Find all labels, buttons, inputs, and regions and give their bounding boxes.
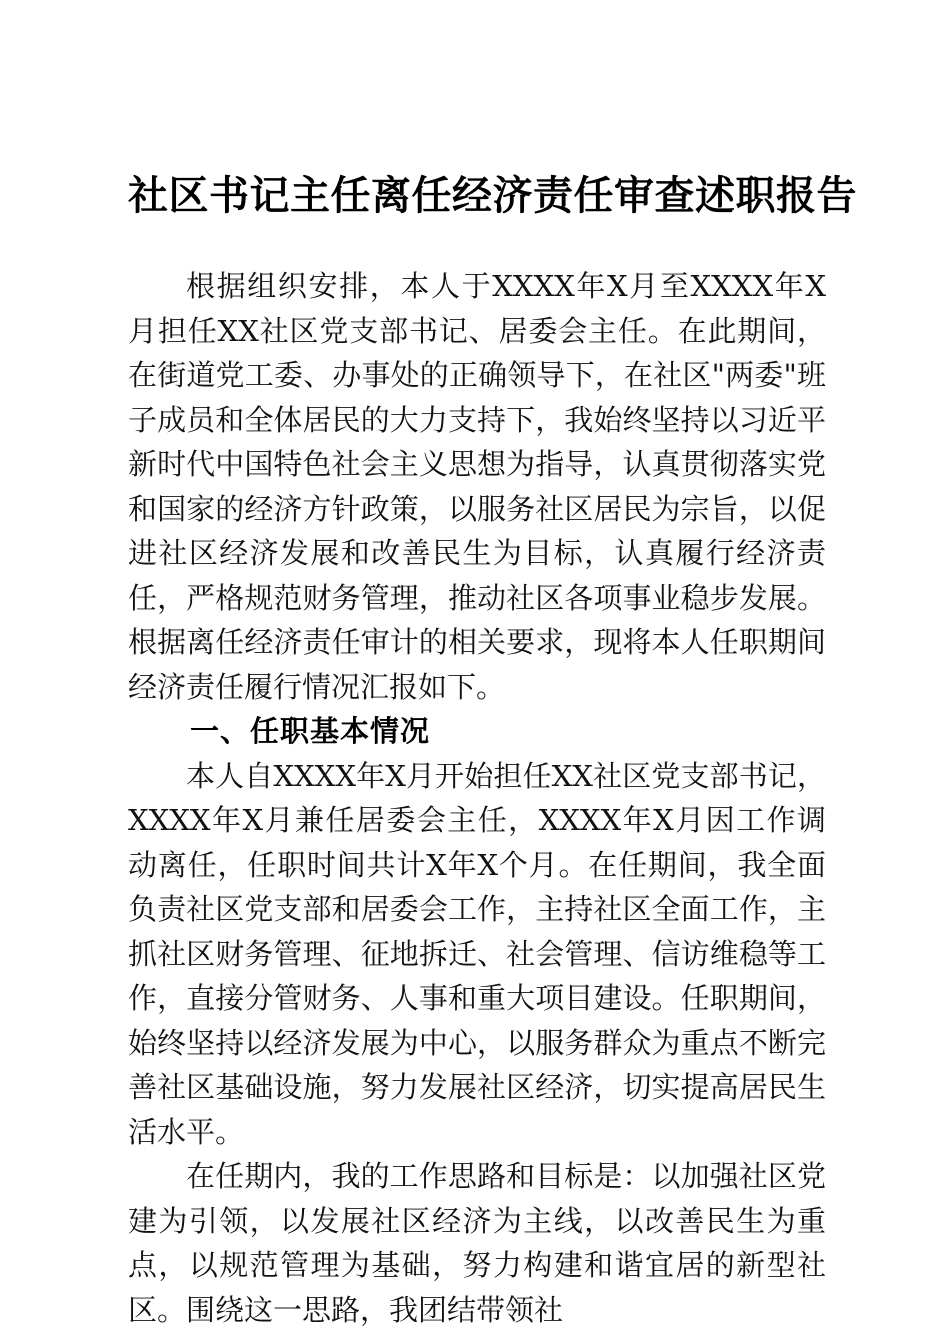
goals-paragraph: 在任期内，我的工作思路和目标是：以加强社区党建为引领，以发展社区经济为主线，以改善民生为重点，以规范管理为基础，努力构建和谐宜居的新型社区。围绕这一思路，我团结带领社 — [128, 1159, 826, 1327]
document-body — [128, 264, 826, 1332]
document-content — [128, 0, 857, 1332]
section-one-heading: 一、任职基本情况 — [190, 714, 431, 748]
tenure-paragraph: 本人自XXXX年X月开始担任XX社区党支部书记，XXXX年X月兼任居委会主任，XXXX年X月因工作调动离任，任职时间共计X年X个月。在任期间，我全面负责社区党支部和居委会工作，主持社区全面工作，主抓社区财务管理、征地拆迁、社会管理、信访维稳等工作，直接分管财务、人事和重大项目建设。任职期间，始终坚持以经济发展为中心，以服务群众为重点不断完善社区基础设施，努力发展社区经济，切实提高居民生活水平。 — [128, 758, 826, 1149]
page-title: 社区书记主任离任经济责任审查述职报告 — [128, 173, 857, 219]
intro-paragraph: 根据组织安排，本人于XXXX年X月至XXXX年X月担任XX社区党支部书记、居委会主任。在此期间，在街道党工委、办事处的正确领导下，在社区"两委"班子成员和全体居民的大力支持下，我始终坚持以习近平新时代中国特色社会主义思想为指导，认真贯彻落实党和国家的经济方针政策，以服务社区居民为宗旨，以促进社区经济发展和改善民生为目标，认真履行经济责任，严格规范财务管理，推动社区各项事业稳步发展。根据离任经济责任审计的相关要求，现将本人任职期间经济责任履行情况汇报如下。 — [128, 269, 826, 704]
